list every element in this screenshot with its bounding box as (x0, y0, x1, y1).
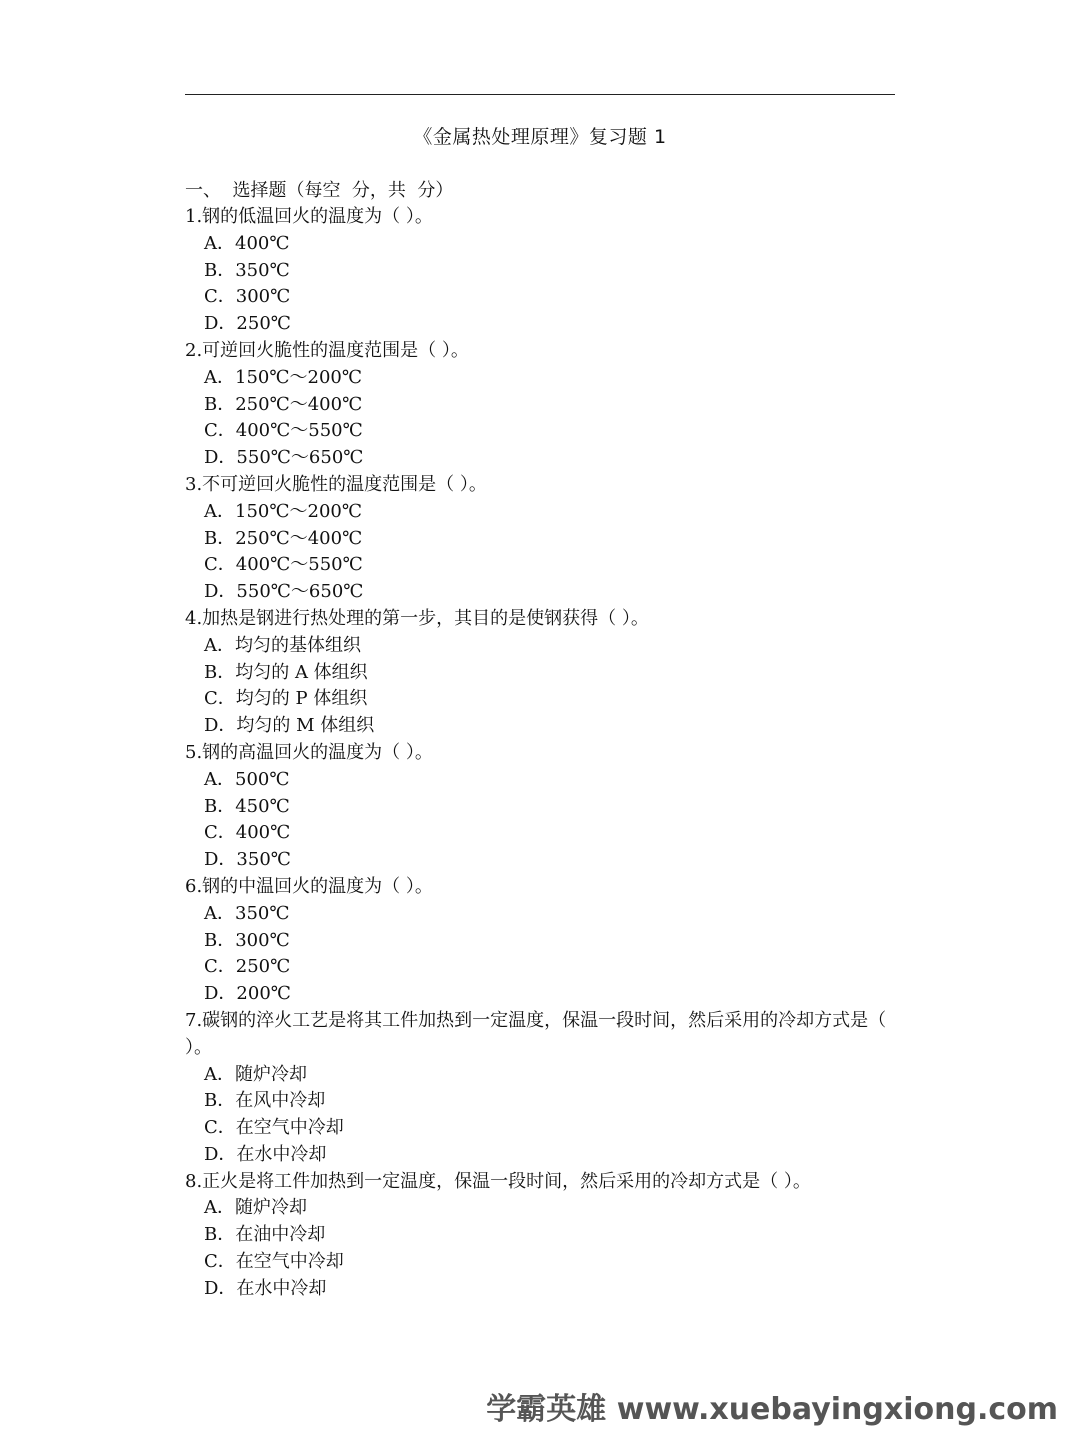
option-a: A．500℃ (204, 768, 290, 790)
question-1 (185, 204, 897, 338)
option-d: D．在水中冷却 (204, 1277, 327, 1299)
option-b: B．250℃～400℃ (204, 393, 363, 415)
question-stem: 6.钢的中温回火的温度为（ ）。 (185, 875, 433, 897)
option-b: B．在油中冷却 (204, 1224, 326, 1246)
option-d: D．550℃～650℃ (204, 581, 364, 603)
option-a: A．350℃ (204, 902, 290, 924)
question-stem: 2.可逆回火脆性的温度范围是（ ）。 (185, 339, 469, 361)
option-a: A．均匀的基体组织 (204, 634, 361, 656)
option-c: C．在空气中冷却 (204, 1117, 344, 1139)
question-6 (185, 874, 897, 1008)
question-7 (185, 1008, 897, 1169)
question-5 (185, 740, 897, 874)
option-d: D．在水中冷却 (204, 1143, 327, 1165)
option-b: B．450℃ (204, 795, 290, 817)
option-b: B．350℃ (204, 259, 290, 281)
question-stem: 7.碳钢的淬火工艺是将其工件加热到一定温度，保温一段时间，然后采用的冷却方式是（ ）。 (185, 1009, 892, 1058)
option-c: C．300℃ (204, 286, 291, 308)
question-stem: 8.正火是将工件加热到一定温度，保温一段时间，然后采用的冷却方式是（ ）。 (185, 1170, 811, 1192)
question-stem: 5.钢的高温回火的温度为（ ）。 (185, 741, 433, 763)
watermark-brand: 学霸英雄 www.xuebayingxiong.com (486, 1392, 1058, 1427)
question-stem: 4.加热是钢进行热处理的第一步，其目的是使钢获得（ ）。 (185, 607, 649, 629)
option-a: A．150℃～200℃ (204, 366, 362, 388)
option-d: D．200℃ (204, 983, 291, 1005)
option-b: B．300℃ (204, 929, 290, 951)
question-stem: 1.钢的低温回火的温度为（ ）。 (185, 206, 433, 227)
option-a: A．150℃～200℃ (204, 500, 362, 522)
option-c: C．400℃ (204, 822, 291, 844)
document-title: 《金属热处理原理》复习题 1 (413, 126, 667, 148)
option-b: B．均匀的 A 体组织 (204, 661, 368, 683)
option-a: A．随炉冷却 (204, 1197, 307, 1219)
option-c: C．在空气中冷却 (204, 1251, 344, 1273)
section-heading: 一、 选择题（每空 分，共 分） (185, 180, 454, 201)
option-b: B．250℃～400℃ (204, 527, 363, 549)
question-3 (185, 472, 897, 606)
question-list (185, 204, 897, 1303)
question-4 (185, 606, 897, 740)
option-c: C．250℃ (204, 956, 291, 978)
question-8 (185, 1169, 897, 1303)
question-2 (185, 338, 897, 472)
option-a: A．400℃ (204, 232, 290, 254)
option-d: D．550℃～650℃ (204, 447, 364, 469)
option-c: C．400℃～550℃ (204, 420, 363, 442)
option-b: B．在风中冷却 (204, 1090, 326, 1112)
option-c: C．400℃～550℃ (204, 554, 363, 576)
header-rule (185, 94, 895, 95)
option-d: D．350℃ (204, 849, 291, 871)
option-d: D．250℃ (204, 313, 291, 335)
option-c: C．均匀的 P 体组织 (204, 688, 368, 710)
option-a: A．随炉冷却 (204, 1063, 307, 1085)
option-d: D．均匀的 M 体组织 (204, 715, 375, 737)
question-stem: 3.不可逆回火脆性的温度范围是（ ）。 (185, 473, 487, 495)
